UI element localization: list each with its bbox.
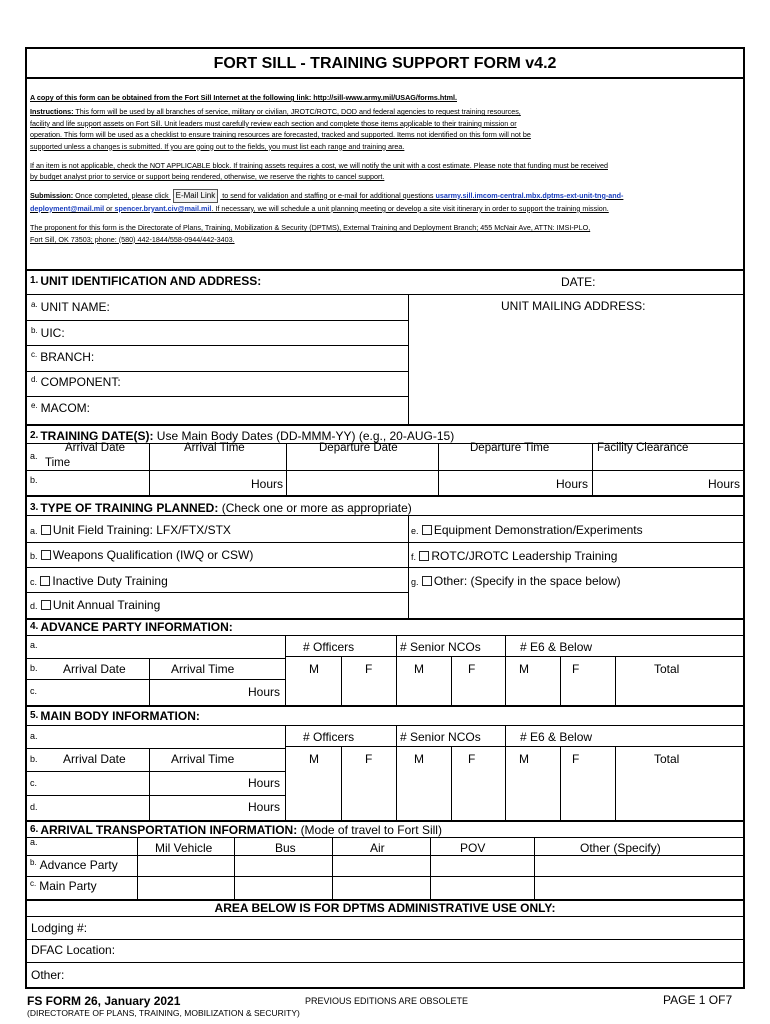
section-4-title: 4. ADVANCE PARTY INFORMATION: — [30, 620, 233, 634]
section-5-title: 5. MAIN BODY INFORMATION: — [30, 709, 200, 723]
checkbox[interactable] — [41, 600, 51, 610]
arrival-time-header: Arrival Time — [184, 442, 245, 454]
row-letter: a. — [30, 451, 38, 461]
form-number: FS FORM 26, January 2021 — [27, 994, 181, 1008]
officers-header: # Officers — [303, 730, 355, 744]
female-header: F — [365, 662, 373, 676]
row-letter: b. — [30, 475, 38, 485]
uic-label: $^{b.}$ UIC: — [31, 326, 65, 340]
row-letter: a. — [30, 837, 38, 847]
male-header: M — [309, 752, 319, 766]
not-applicable-line: If an item is not applicable, check the NOT APPLICABLE block. If training assets requires a cost, we will notify the unit with a cost estimate. Please note that funding must be received — [30, 161, 608, 171]
training-type-option[interactable]: g. Other: (Specify in the space below) — [411, 574, 621, 588]
advance-party-label: $^{b.}$ Advance Party — [30, 858, 118, 872]
arrival-time-label: Arrival Time — [171, 752, 235, 766]
unit-mailing-address-label: UNIT MAILING ADDRESS: — [501, 299, 646, 313]
intro-text — [30, 93, 742, 246]
row-letter: c. — [30, 686, 38, 696]
senior-ncos-header: # Senior NCOs — [400, 640, 481, 654]
section-2-title: 2. TRAINING DATE(S): Use Main Body Dates (DD-MMM-YY) (e.g., 20-AUG-15) — [30, 429, 455, 443]
training-type-option[interactable]: c. Inactive Duty Training — [30, 574, 168, 588]
senior-ncos-header: # Senior NCOs — [400, 730, 481, 744]
admin-area-header: AREA BELOW IS FOR DPTMS ADMINISTRATIVE USE ONLY: — [214, 901, 556, 915]
departure-time-header: Departure Time — [470, 442, 550, 454]
female-header: F — [468, 752, 476, 766]
female-header: F — [365, 752, 373, 766]
male-header: M — [414, 662, 424, 676]
instructions-line: This form will be used by all branches of service, military or civilian, JROTC/ROTC, DOD and federal agencies to request training resources, — [73, 107, 521, 117]
dfac-location-label: DFAC Location: — [31, 943, 116, 957]
row-letter: d. — [30, 802, 38, 812]
main-party-label: $^{c.}$ Main Party — [30, 879, 97, 893]
section-1-title: 1. UNIT IDENTIFICATION AND ADDRESS: — [30, 274, 262, 288]
submission-text: Once completed, please click — [73, 190, 171, 200]
training-type-option[interactable]: b. Weapons Qualification (IWQ or CSW) — [30, 548, 254, 562]
training-type-option[interactable]: f. ROTC/JROTC Leadership Training — [411, 549, 618, 563]
pov-header: POV — [460, 841, 486, 855]
checkbox[interactable] — [41, 550, 51, 560]
lodging-label: Lodging #: — [31, 921, 88, 935]
directorate-line: (DIRECTORATE OF PLANS, TRAINING, MOBILIZATION & SECURITY) — [27, 1008, 300, 1018]
submission-label: Submission: — [30, 190, 74, 200]
checkbox[interactable] — [422, 525, 432, 535]
hours-label: Hours — [251, 477, 284, 491]
branch-label: $^{c.}$ BRANCH: — [31, 350, 95, 364]
proponent-line: The proponent for this form is the Directorate of Plans, Training, Mobilization & Security (DPTMS), External Training and Deployment Branch; 455 McNair Ave, ATTN: IMSI-PLO, — [30, 223, 591, 233]
proponent-line: Fort Sill, OK 73503; phone: (580) 442-1844/558-0944/442-3403. — [30, 234, 235, 244]
training-type-option[interactable]: a. Unit Field Training: LFX/FTX/STX — [30, 523, 231, 537]
male-header: M — [519, 662, 529, 676]
row-letter: b. — [30, 663, 38, 673]
checkbox[interactable] — [40, 576, 50, 586]
hours-label: Hours — [248, 685, 281, 699]
hours-label: Hours — [556, 477, 589, 491]
instructions-label: Instructions: — [30, 107, 74, 117]
not-applicable-line: by budget analyst prior to service or support being rendered, otherwise, we reserve the rights to cancel support. — [30, 172, 385, 182]
page-number: PAGE 1 OF7 — [663, 993, 733, 1007]
date-label: DATE: — [561, 275, 596, 289]
arrival-date-header-2: Time — [45, 457, 71, 469]
total-header: Total — [654, 662, 680, 676]
training-type-option[interactable]: d. Unit Annual Training — [30, 598, 161, 612]
submission-or: or — [104, 203, 115, 213]
arrival-date-header: Arrival Date — [65, 442, 126, 454]
email-link-button[interactable]: E-Mail Link — [173, 189, 219, 203]
mil-vehicle-header: Mil Vehicle — [155, 841, 213, 855]
hours-label: Hours — [248, 800, 281, 814]
checkbox[interactable] — [422, 576, 432, 586]
female-header: F — [468, 662, 476, 676]
row-letter: b. — [30, 754, 38, 764]
bus-header: Bus — [275, 841, 296, 855]
departure-date-header: Departure Date — [319, 442, 398, 454]
e6-below-header: # E6 & Below — [520, 730, 593, 744]
macom-label: $^{e.}$ MACOM: — [31, 401, 91, 415]
checkbox[interactable] — [41, 525, 51, 535]
component-label: $^{d.}$ COMPONENT: — [31, 375, 121, 389]
row-letter: c. — [30, 778, 38, 788]
officers-header: # Officers — [303, 640, 355, 654]
row-letter: a. — [30, 640, 38, 650]
unit-name-label: $^{a.}$ UNIT NAME: — [31, 300, 110, 314]
checkbox[interactable] — [419, 551, 429, 561]
hours-label: Hours — [248, 776, 281, 790]
air-header: Air — [370, 841, 385, 855]
female-header: F — [572, 752, 580, 766]
arrival-date-label: Arrival Date — [63, 662, 126, 676]
section-6-title: 6. ARRIVAL TRANSPORTATION INFORMATION: (Mode of travel to Fort Sill) — [30, 823, 442, 837]
copy-line: A copy of this form can be obtained from the Fort Sill Internet at the following link: http://sill-www.army.mil/USAG/forms.html. — [30, 93, 458, 102]
row-letter: a. — [30, 731, 38, 741]
male-header: M — [414, 752, 424, 766]
section-3-title: 3. TYPE OF TRAINING PLANNED: (Check one or more as appropriate) — [30, 501, 412, 515]
submission-text: to send for validation and staffing or e-mail for additional questions — [220, 190, 436, 200]
obsolete-notice: PREVIOUS EDITIONS ARE OBSOLETE — [305, 996, 469, 1006]
email-link-1[interactable]: usarmy.sill.imcom-central.mbx.dptms-ext-unit-tng-and- — [435, 190, 624, 200]
e6-below-header: # E6 & Below — [520, 640, 593, 654]
hours-label: Hours — [708, 477, 741, 491]
form-title: FORT SILL - TRAINING SUPPORT FORM v4.2 — [27, 49, 743, 79]
other-label: Other: — [31, 968, 65, 982]
female-header: F — [572, 662, 580, 676]
instructions-line: facility and life support assets on Fort Sill. Unit leaders must carefully review each section and complete those items applicable to their training mission or — [30, 118, 517, 128]
email-link-1b[interactable]: deployment@mail.mil — [30, 203, 105, 213]
arrival-date-label: Arrival Date — [63, 752, 126, 766]
instructions-line: operation. This form will be used as a checklist to ensure training resources are forecasted, tracked and supported. Items not identified on this form will not be — [30, 130, 531, 140]
male-header: M — [519, 752, 529, 766]
total-header: Total — [654, 752, 680, 766]
submission-text: . If necessary, we will schedule a unit planning meeting or develop a site visit itinerary in order to support the training mission. — [211, 203, 609, 213]
email-link-2[interactable]: spencer.bryant.civ@mail.mil — [114, 203, 212, 213]
arrival-time-label: Arrival Time — [171, 662, 235, 676]
training-support-form — [25, 47, 745, 989]
other-specify-header: Other (Specify) — [580, 841, 661, 855]
training-type-option[interactable]: e. Equipment Demonstration/Experiments — [411, 523, 643, 537]
facility-clearance-header: Facility Clearance — [597, 442, 689, 454]
male-header: M — [309, 662, 319, 676]
instructions-line: supported unless a changes is submitted. If you are going out to the fields, you must list each range and training area. — [30, 141, 405, 151]
